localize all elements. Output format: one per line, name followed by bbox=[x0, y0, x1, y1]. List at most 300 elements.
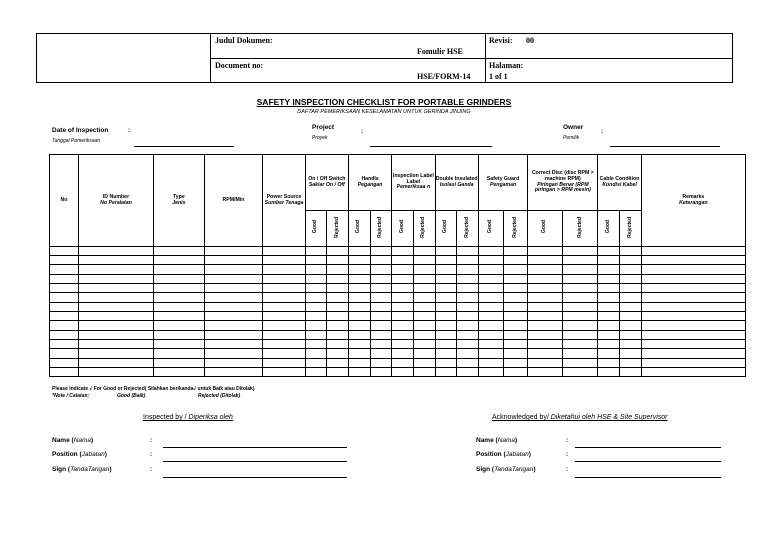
table-cell[interactable] bbox=[413, 293, 435, 303]
table-cell[interactable] bbox=[620, 293, 642, 303]
table-cell[interactable] bbox=[457, 331, 479, 340]
inspector-name-line[interactable] bbox=[163, 447, 347, 448]
table-cell[interactable] bbox=[413, 312, 435, 321]
table-cell[interactable] bbox=[154, 368, 205, 377]
table-cell[interactable] bbox=[457, 256, 479, 265]
table-cell[interactable] bbox=[263, 256, 305, 265]
table-cell[interactable] bbox=[204, 247, 263, 256]
table-cell[interactable] bbox=[435, 321, 457, 331]
table-cell[interactable] bbox=[528, 368, 563, 377]
table-cell[interactable] bbox=[435, 312, 457, 321]
table-cell[interactable] bbox=[204, 303, 263, 312]
table-cell[interactable] bbox=[263, 349, 305, 359]
table-cell[interactable] bbox=[598, 303, 620, 312]
table-cell[interactable] bbox=[348, 247, 370, 256]
table-cell[interactable] bbox=[503, 303, 528, 312]
table-cell[interactable] bbox=[641, 359, 745, 368]
table-cell[interactable] bbox=[50, 368, 79, 377]
table-cell[interactable] bbox=[327, 284, 349, 293]
table-cell[interactable] bbox=[370, 331, 392, 340]
table-cell[interactable] bbox=[528, 275, 563, 284]
table-cell[interactable] bbox=[263, 340, 305, 349]
table-cell[interactable] bbox=[620, 340, 642, 349]
table-cell[interactable] bbox=[154, 331, 205, 340]
table-cell[interactable] bbox=[528, 303, 563, 312]
table-cell[interactable] bbox=[263, 359, 305, 368]
table-cell[interactable] bbox=[435, 284, 457, 293]
table-cell[interactable] bbox=[413, 256, 435, 265]
table-cell[interactable] bbox=[50, 284, 79, 293]
subheader-rejected: Rejected bbox=[563, 211, 598, 247]
table-cell[interactable] bbox=[457, 359, 479, 368]
table-cell[interactable] bbox=[478, 312, 503, 321]
col-type-header: Type Jenis bbox=[154, 155, 205, 247]
table-cell[interactable] bbox=[305, 275, 327, 284]
table-cell[interactable] bbox=[563, 340, 598, 349]
table-cell[interactable] bbox=[370, 368, 392, 377]
table-cell[interactable] bbox=[50, 293, 79, 303]
table-cell[interactable] bbox=[78, 256, 153, 265]
table-cell[interactable] bbox=[370, 349, 392, 359]
table-cell[interactable] bbox=[370, 293, 392, 303]
table-cell[interactable] bbox=[478, 303, 503, 312]
table-cell[interactable] bbox=[78, 265, 153, 275]
table-cell[interactable] bbox=[503, 256, 528, 265]
table-cell[interactable] bbox=[392, 321, 414, 331]
table-cell[interactable] bbox=[370, 340, 392, 349]
table-cell[interactable] bbox=[305, 349, 327, 359]
table-cell[interactable] bbox=[457, 368, 479, 377]
table-cell[interactable] bbox=[413, 265, 435, 275]
table-cell[interactable] bbox=[503, 265, 528, 275]
table-cell[interactable] bbox=[50, 359, 79, 368]
table-cell[interactable] bbox=[620, 312, 642, 321]
owner-colon: : bbox=[601, 128, 604, 135]
table-cell[interactable] bbox=[154, 293, 205, 303]
table-cell[interactable] bbox=[563, 368, 598, 377]
table-cell[interactable] bbox=[503, 349, 528, 359]
table-cell[interactable] bbox=[263, 265, 305, 275]
table-cell[interactable] bbox=[598, 312, 620, 321]
table-row bbox=[50, 359, 746, 368]
table-cell[interactable] bbox=[392, 265, 414, 275]
table-cell[interactable] bbox=[327, 256, 349, 265]
table-cell[interactable] bbox=[263, 368, 305, 377]
table-cell[interactable] bbox=[620, 265, 642, 275]
table-cell[interactable] bbox=[392, 312, 414, 321]
table-cell[interactable] bbox=[528, 321, 563, 331]
table-cell[interactable] bbox=[327, 331, 349, 340]
ack-name-line[interactable] bbox=[575, 447, 721, 448]
table-cell[interactable] bbox=[598, 359, 620, 368]
table-cell[interactable] bbox=[370, 284, 392, 293]
table-cell[interactable] bbox=[263, 303, 305, 312]
table-cell[interactable] bbox=[154, 349, 205, 359]
form-title: SAFETY INSPECTION CHECKLIST FOR PORTABLE GRINDERS bbox=[256, 97, 512, 107]
table-cell[interactable] bbox=[348, 331, 370, 340]
table-cell[interactable] bbox=[641, 256, 745, 265]
table-cell[interactable] bbox=[348, 293, 370, 303]
table-cell[interactable] bbox=[563, 303, 598, 312]
table-cell[interactable] bbox=[154, 312, 205, 321]
table-cell[interactable] bbox=[204, 321, 263, 331]
table-cell[interactable] bbox=[528, 349, 563, 359]
table-cell[interactable] bbox=[457, 293, 479, 303]
table-cell[interactable] bbox=[413, 359, 435, 368]
table-cell[interactable] bbox=[503, 284, 528, 293]
table-cell[interactable] bbox=[620, 359, 642, 368]
table-cell[interactable] bbox=[392, 349, 414, 359]
table-cell[interactable] bbox=[204, 368, 263, 377]
table-cell[interactable] bbox=[50, 312, 79, 321]
table-cell[interactable] bbox=[435, 247, 457, 256]
table-cell[interactable] bbox=[50, 331, 79, 340]
owner-input-line[interactable] bbox=[610, 146, 720, 147]
table-cell[interactable] bbox=[348, 265, 370, 275]
table-cell[interactable] bbox=[413, 340, 435, 349]
table-cell[interactable] bbox=[641, 321, 745, 331]
table-cell[interactable] bbox=[370, 359, 392, 368]
table-cell[interactable] bbox=[503, 331, 528, 340]
table-cell[interactable] bbox=[348, 303, 370, 312]
note-line-2b: Good (Baik) bbox=[117, 393, 146, 399]
table-cell[interactable] bbox=[50, 275, 79, 284]
table-cell[interactable] bbox=[528, 256, 563, 265]
table-cell[interactable] bbox=[435, 265, 457, 275]
table-cell[interactable] bbox=[305, 247, 327, 256]
table-cell[interactable] bbox=[478, 293, 503, 303]
table-cell[interactable] bbox=[204, 349, 263, 359]
table-cell[interactable] bbox=[370, 321, 392, 331]
table-cell[interactable] bbox=[78, 359, 153, 368]
table-cell[interactable] bbox=[392, 368, 414, 377]
table-cell[interactable] bbox=[641, 284, 745, 293]
date-sub: Tanggal Pemeriksaan bbox=[52, 138, 101, 144]
inspector-name-colon: : bbox=[150, 437, 153, 444]
table-cell[interactable] bbox=[263, 312, 305, 321]
table-cell[interactable] bbox=[370, 275, 392, 284]
table-cell[interactable] bbox=[50, 265, 79, 275]
table-cell[interactable] bbox=[204, 359, 263, 368]
table-cell[interactable] bbox=[563, 265, 598, 275]
table-cell[interactable] bbox=[563, 275, 598, 284]
table-cell[interactable] bbox=[392, 293, 414, 303]
table-cell[interactable] bbox=[598, 256, 620, 265]
table-cell[interactable] bbox=[78, 312, 153, 321]
table-cell[interactable] bbox=[78, 275, 153, 284]
table-cell[interactable] bbox=[598, 247, 620, 256]
table-cell[interactable] bbox=[413, 247, 435, 256]
table-cell[interactable] bbox=[478, 349, 503, 359]
table-cell[interactable] bbox=[457, 247, 479, 256]
table-cell[interactable] bbox=[620, 247, 642, 256]
table-cell[interactable] bbox=[348, 368, 370, 377]
table-cell[interactable] bbox=[204, 275, 263, 284]
table-cell[interactable] bbox=[478, 331, 503, 340]
table-cell[interactable] bbox=[563, 331, 598, 340]
table-cell[interactable] bbox=[78, 340, 153, 349]
table-cell[interactable] bbox=[641, 275, 745, 284]
table-cell[interactable] bbox=[348, 284, 370, 293]
table-cell[interactable] bbox=[413, 303, 435, 312]
table-cell[interactable] bbox=[435, 256, 457, 265]
table-cell[interactable] bbox=[563, 321, 598, 331]
table-cell[interactable] bbox=[78, 284, 153, 293]
table-cell[interactable] bbox=[598, 321, 620, 331]
table-cell[interactable] bbox=[598, 265, 620, 275]
table-cell[interactable] bbox=[154, 265, 205, 275]
table-cell[interactable] bbox=[435, 275, 457, 284]
table-cell[interactable] bbox=[528, 284, 563, 293]
table-cell[interactable] bbox=[204, 265, 263, 275]
table-cell[interactable] bbox=[563, 312, 598, 321]
table-cell[interactable] bbox=[50, 256, 79, 265]
table-cell[interactable] bbox=[204, 331, 263, 340]
table-cell[interactable] bbox=[392, 331, 414, 340]
table-cell[interactable] bbox=[478, 284, 503, 293]
ack-position-line[interactable] bbox=[575, 461, 721, 462]
table-cell[interactable] bbox=[305, 321, 327, 331]
table-cell[interactable] bbox=[503, 293, 528, 303]
table-cell[interactable] bbox=[620, 368, 642, 377]
table-cell[interactable] bbox=[392, 284, 414, 293]
table-cell[interactable] bbox=[370, 312, 392, 321]
table-cell[interactable] bbox=[503, 368, 528, 377]
table-cell[interactable] bbox=[263, 247, 305, 256]
table-cell[interactable] bbox=[263, 284, 305, 293]
table-cell[interactable] bbox=[503, 321, 528, 331]
table-cell[interactable] bbox=[457, 340, 479, 349]
table-cell[interactable] bbox=[327, 247, 349, 256]
table-cell[interactable] bbox=[457, 284, 479, 293]
table-cell[interactable] bbox=[78, 293, 153, 303]
table-cell[interactable] bbox=[503, 359, 528, 368]
table-cell[interactable] bbox=[598, 284, 620, 293]
table-cell[interactable] bbox=[620, 256, 642, 265]
table-cell[interactable] bbox=[154, 340, 205, 349]
table-cell[interactable] bbox=[478, 275, 503, 284]
table-cell[interactable] bbox=[78, 303, 153, 312]
table-cell[interactable] bbox=[370, 303, 392, 312]
table-cell[interactable] bbox=[78, 247, 153, 256]
table-cell[interactable] bbox=[392, 275, 414, 284]
table-cell[interactable] bbox=[413, 349, 435, 359]
table-cell[interactable] bbox=[263, 275, 305, 284]
table-cell[interactable] bbox=[413, 321, 435, 331]
table-cell[interactable] bbox=[204, 340, 263, 349]
table-cell[interactable] bbox=[563, 359, 598, 368]
table-cell[interactable] bbox=[641, 247, 745, 256]
table-cell[interactable] bbox=[327, 349, 349, 359]
table-cell[interactable] bbox=[641, 293, 745, 303]
table-cell[interactable] bbox=[620, 331, 642, 340]
table-cell[interactable] bbox=[478, 340, 503, 349]
table-cell[interactable] bbox=[641, 303, 745, 312]
table-cell[interactable] bbox=[154, 359, 205, 368]
table-cell[interactable] bbox=[503, 340, 528, 349]
table-cell[interactable] bbox=[50, 321, 79, 331]
table-cell[interactable] bbox=[154, 321, 205, 331]
table-cell[interactable] bbox=[78, 349, 153, 359]
table-cell[interactable] bbox=[598, 340, 620, 349]
table-cell[interactable] bbox=[327, 321, 349, 331]
table-cell[interactable] bbox=[348, 275, 370, 284]
table-cell[interactable] bbox=[305, 265, 327, 275]
inspector-sign-line[interactable] bbox=[163, 477, 347, 478]
table-cell[interactable] bbox=[620, 321, 642, 331]
table-cell[interactable] bbox=[413, 275, 435, 284]
table-cell[interactable] bbox=[78, 368, 153, 377]
table-cell[interactable] bbox=[528, 247, 563, 256]
table-cell[interactable] bbox=[457, 265, 479, 275]
table-cell[interactable] bbox=[478, 321, 503, 331]
table-cell[interactable] bbox=[305, 303, 327, 312]
table-cell[interactable] bbox=[435, 303, 457, 312]
table-cell[interactable] bbox=[413, 368, 435, 377]
table-cell[interactable] bbox=[641, 265, 745, 275]
table-cell[interactable] bbox=[327, 275, 349, 284]
table-cell[interactable] bbox=[154, 284, 205, 293]
table-cell[interactable] bbox=[478, 368, 503, 377]
table-cell[interactable] bbox=[263, 293, 305, 303]
table-cell[interactable] bbox=[305, 312, 327, 321]
table-cell[interactable] bbox=[78, 321, 153, 331]
table-cell[interactable] bbox=[392, 256, 414, 265]
table-cell[interactable] bbox=[457, 303, 479, 312]
table-cell[interactable] bbox=[598, 293, 620, 303]
subheader-good: Good bbox=[392, 211, 414, 247]
table-cell[interactable] bbox=[528, 265, 563, 275]
table-cell[interactable] bbox=[392, 340, 414, 349]
table-cell[interactable] bbox=[154, 247, 205, 256]
table-cell[interactable] bbox=[528, 312, 563, 321]
table-cell[interactable] bbox=[305, 359, 327, 368]
table-cell[interactable] bbox=[641, 368, 745, 377]
table-cell[interactable] bbox=[598, 331, 620, 340]
table-cell[interactable] bbox=[78, 331, 153, 340]
table-cell[interactable] bbox=[478, 256, 503, 265]
table-cell[interactable] bbox=[50, 349, 79, 359]
table-cell[interactable] bbox=[327, 312, 349, 321]
table-cell[interactable] bbox=[305, 284, 327, 293]
table-cell[interactable] bbox=[413, 284, 435, 293]
table-cell[interactable] bbox=[348, 321, 370, 331]
table-cell[interactable] bbox=[327, 368, 349, 377]
table-cell[interactable] bbox=[620, 349, 642, 359]
table-cell[interactable] bbox=[392, 303, 414, 312]
table-cell[interactable] bbox=[50, 340, 79, 349]
table-cell[interactable] bbox=[327, 303, 349, 312]
inspected-heading: Inspected by / Diperiksa oleh bbox=[143, 414, 233, 421]
table-cell[interactable] bbox=[641, 349, 745, 359]
table-cell[interactable] bbox=[392, 359, 414, 368]
table-cell[interactable] bbox=[50, 247, 79, 256]
table-cell[interactable] bbox=[563, 256, 598, 265]
table-cell[interactable] bbox=[204, 312, 263, 321]
table-cell[interactable] bbox=[641, 312, 745, 321]
table-cell[interactable] bbox=[204, 256, 263, 265]
table-cell[interactable] bbox=[503, 247, 528, 256]
table-cell[interactable] bbox=[348, 359, 370, 368]
table-cell[interactable] bbox=[305, 331, 327, 340]
table-cell[interactable] bbox=[370, 256, 392, 265]
table-cell[interactable] bbox=[641, 340, 745, 349]
table-cell[interactable] bbox=[263, 331, 305, 340]
table-cell[interactable] bbox=[435, 349, 457, 359]
table-cell[interactable] bbox=[503, 275, 528, 284]
table-cell[interactable] bbox=[154, 275, 205, 284]
inspector-position-line[interactable] bbox=[163, 461, 347, 462]
table-cell[interactable] bbox=[457, 349, 479, 359]
table-cell[interactable] bbox=[370, 247, 392, 256]
table-cell[interactable] bbox=[457, 321, 479, 331]
table-cell[interactable] bbox=[327, 359, 349, 368]
table-cell[interactable] bbox=[435, 368, 457, 377]
col-id-header: ID Number No Peralatan bbox=[78, 155, 153, 247]
table-cell[interactable] bbox=[348, 256, 370, 265]
table-cell[interactable] bbox=[413, 331, 435, 340]
table-cell[interactable] bbox=[154, 303, 205, 312]
table-cell[interactable] bbox=[305, 293, 327, 303]
table-cell[interactable] bbox=[204, 284, 263, 293]
table-cell[interactable] bbox=[478, 247, 503, 256]
table-cell[interactable] bbox=[370, 265, 392, 275]
table-cell[interactable] bbox=[348, 349, 370, 359]
table-cell[interactable] bbox=[50, 303, 79, 312]
project-input-line[interactable] bbox=[370, 146, 492, 147]
table-cell[interactable] bbox=[435, 340, 457, 349]
table-cell[interactable] bbox=[263, 321, 305, 331]
date-input-line[interactable] bbox=[134, 146, 234, 147]
table-cell[interactable] bbox=[620, 284, 642, 293]
table-cell[interactable] bbox=[392, 247, 414, 256]
table-cell[interactable] bbox=[435, 331, 457, 340]
table-cell[interactable] bbox=[348, 340, 370, 349]
table-cell[interactable] bbox=[435, 293, 457, 303]
table-cell[interactable] bbox=[528, 293, 563, 303]
table-cell[interactable] bbox=[327, 293, 349, 303]
table-cell[interactable] bbox=[327, 265, 349, 275]
ack-sign-line[interactable] bbox=[575, 477, 721, 478]
table-cell[interactable] bbox=[478, 265, 503, 275]
table-cell[interactable] bbox=[620, 275, 642, 284]
table-cell[interactable] bbox=[204, 293, 263, 303]
table-cell[interactable] bbox=[528, 331, 563, 340]
table-cell[interactable] bbox=[478, 359, 503, 368]
table-cell[interactable] bbox=[563, 349, 598, 359]
table-cell[interactable] bbox=[528, 340, 563, 349]
table-cell[interactable] bbox=[528, 359, 563, 368]
table-cell[interactable] bbox=[503, 312, 528, 321]
table-cell[interactable] bbox=[598, 275, 620, 284]
table-cell[interactable] bbox=[641, 331, 745, 340]
table-cell[interactable] bbox=[457, 312, 479, 321]
table-cell[interactable] bbox=[620, 303, 642, 312]
table-cell[interactable] bbox=[327, 340, 349, 349]
table-cell[interactable] bbox=[563, 293, 598, 303]
table-cell[interactable] bbox=[563, 284, 598, 293]
table-cell[interactable] bbox=[435, 359, 457, 368]
table-cell[interactable] bbox=[305, 368, 327, 377]
table-cell[interactable] bbox=[563, 247, 598, 256]
table-cell[interactable] bbox=[457, 275, 479, 284]
table-cell[interactable] bbox=[598, 368, 620, 377]
table-cell[interactable] bbox=[154, 256, 205, 265]
table-cell[interactable] bbox=[305, 340, 327, 349]
table-cell[interactable] bbox=[305, 256, 327, 265]
table-cell[interactable] bbox=[348, 312, 370, 321]
table-cell[interactable] bbox=[598, 349, 620, 359]
